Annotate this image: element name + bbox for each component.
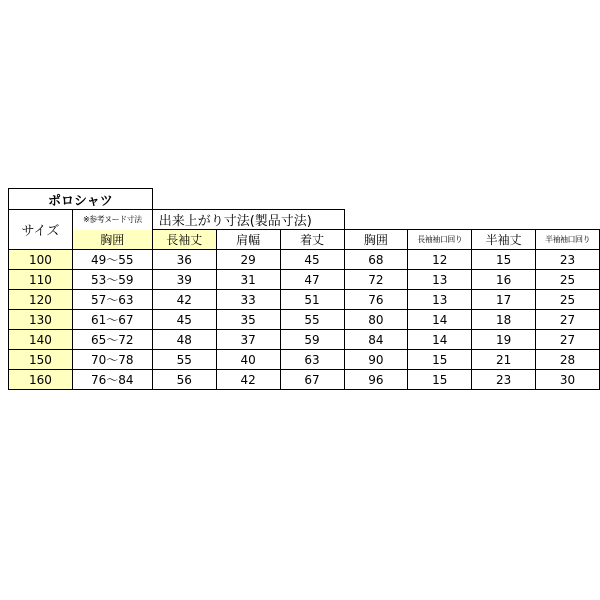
table-cell: 14	[408, 330, 472, 350]
finished-size-group-header: 出来上がり寸法(製品寸法)	[152, 210, 344, 230]
table-cell: 42	[216, 370, 280, 390]
table-row	[9, 290, 600, 310]
table-row	[9, 310, 600, 330]
table-cell: 14	[408, 310, 472, 330]
title-row	[9, 189, 600, 210]
size-cell: 120	[9, 290, 73, 310]
header-chest-nude: 胸囲	[72, 230, 152, 250]
table-cell: 27	[536, 310, 600, 330]
table-cell: 15	[408, 370, 472, 390]
table-cell: 65〜72	[72, 330, 152, 350]
table-cell: 42	[152, 290, 216, 310]
table-cell: 13	[408, 290, 472, 310]
size-cell: 160	[9, 370, 73, 390]
table-cell: 15	[408, 350, 472, 370]
table-body	[9, 250, 600, 390]
table-cell: 67	[280, 370, 344, 390]
table-cell: 25	[536, 290, 600, 310]
table-cell: 16	[472, 270, 536, 290]
table-cell: 45	[152, 310, 216, 330]
table-cell: 59	[280, 330, 344, 350]
table-cell: 45	[280, 250, 344, 270]
table-cell: 49〜55	[72, 250, 152, 270]
size-cell: 140	[9, 330, 73, 350]
table-cell: 37	[216, 330, 280, 350]
table-cell: 17	[472, 290, 536, 310]
table-cell: 13	[408, 270, 472, 290]
table-cell: 80	[344, 310, 408, 330]
table-cell: 76〜84	[72, 370, 152, 390]
blank-cell	[344, 210, 599, 230]
table-row	[9, 270, 600, 290]
table-cell: 19	[472, 330, 536, 350]
table-cell: 55	[280, 310, 344, 330]
table-cell: 29	[216, 250, 280, 270]
table-cell: 35	[216, 310, 280, 330]
header-chest-finished: 胸囲	[344, 230, 408, 250]
table-cell: 40	[216, 350, 280, 370]
table-row	[9, 350, 600, 370]
table-cell: 53〜59	[72, 270, 152, 290]
table-cell: 25	[536, 270, 600, 290]
size-column-header: サイズ	[9, 210, 73, 250]
table-cell: 68	[344, 250, 408, 270]
table-row	[9, 370, 600, 390]
table-cell: 96	[344, 370, 408, 390]
table-cell: 70〜78	[72, 350, 152, 370]
reference-nude-note: ※参考ヌード寸法	[72, 210, 152, 230]
table-cell: 51	[280, 290, 344, 310]
table-cell: 56	[152, 370, 216, 390]
table-cell: 61〜67	[72, 310, 152, 330]
table-title: ポロシャツ	[9, 189, 153, 210]
blank-cell	[152, 189, 599, 210]
table-cell: 76	[344, 290, 408, 310]
header-short-sleeve-length: 半袖丈	[472, 230, 536, 250]
table-cell: 33	[216, 290, 280, 310]
table-cell: 12	[408, 250, 472, 270]
size-cell: 110	[9, 270, 73, 290]
size-cell: 150	[9, 350, 73, 370]
header-row	[9, 230, 600, 250]
table-cell: 18	[472, 310, 536, 330]
header-body-length: 着丈	[280, 230, 344, 250]
header-long-sleeve-length: 長袖丈	[152, 230, 216, 250]
table-cell: 21	[472, 350, 536, 370]
table-row	[9, 250, 600, 270]
table-row	[9, 330, 600, 350]
table-cell: 55	[152, 350, 216, 370]
table-cell: 72	[344, 270, 408, 290]
table-cell: 23	[536, 250, 600, 270]
table-cell: 27	[536, 330, 600, 350]
size-chart-table	[8, 188, 600, 390]
group-row	[9, 210, 600, 230]
size-cell: 130	[9, 310, 73, 330]
table-cell: 31	[216, 270, 280, 290]
table-cell: 90	[344, 350, 408, 370]
table-cell: 47	[280, 270, 344, 290]
size-cell: 100	[9, 250, 73, 270]
table-cell: 36	[152, 250, 216, 270]
table-cell: 39	[152, 270, 216, 290]
header-long-sleeve-cuff: 長袖袖口回り	[408, 230, 472, 250]
header-shoulder-width: 肩幅	[216, 230, 280, 250]
table-cell: 23	[472, 370, 536, 390]
table-cell: 48	[152, 330, 216, 350]
header-short-sleeve-cuff: 半袖袖口回り	[536, 230, 600, 250]
table-cell: 30	[536, 370, 600, 390]
table-cell: 84	[344, 330, 408, 350]
table-cell: 57〜63	[72, 290, 152, 310]
table-cell: 63	[280, 350, 344, 370]
table-cell: 15	[472, 250, 536, 270]
table-cell: 28	[536, 350, 600, 370]
